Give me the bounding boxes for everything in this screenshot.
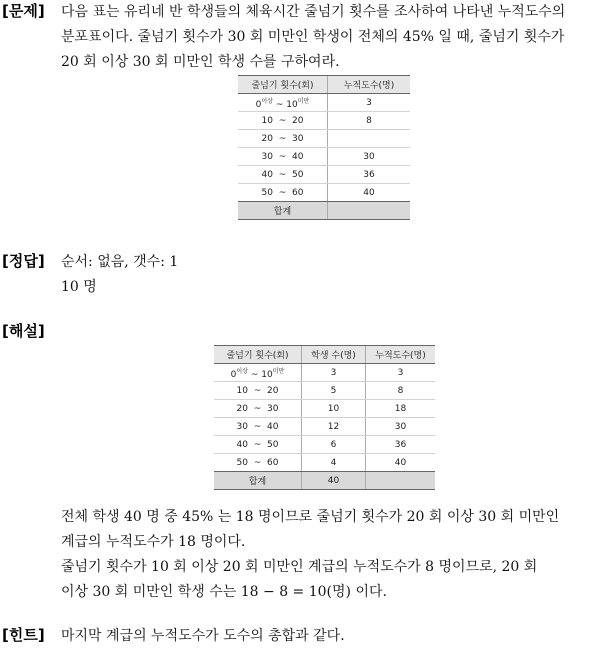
interval-cell: 20 ~ 30 (238, 130, 328, 148)
table-row (238, 94, 410, 112)
count-cell: 3 (302, 364, 366, 382)
problem-line: 분포표이다. 줄넘기 횟수가 30 회 미만인 학생이 전체의 45% 일 때, 줄넘기 횟수가 (61, 29, 565, 45)
problem-line: 다음 표는 유리네 반 학생들의 체육시간 줄넘기 횟수를 조사하여 나타낸 누적도수의 (61, 4, 566, 20)
table-total-row (238, 202, 410, 220)
answer-line: 순서: 없음, 갯수: 1 (61, 254, 179, 270)
interval-cell: 20 ~ 30 (214, 400, 302, 418)
total-label: 합계 (214, 472, 302, 490)
interval-cell: 40 ~ 50 (238, 166, 328, 184)
table-row (214, 400, 435, 418)
hint-tag: [힌트] (2, 626, 45, 644)
table-total-row (214, 472, 435, 490)
cumulative-cell: 3 (366, 364, 436, 382)
interval-cell: $0^{이상}$ ~ $10^{미만}$ (238, 94, 328, 112)
problem-table (238, 75, 410, 220)
total-label: 합계 (238, 202, 328, 220)
count-cell: 12 (302, 418, 366, 436)
answer-text (61, 250, 588, 300)
cumulative-cell: 30 (366, 418, 436, 436)
total-cell (328, 202, 411, 220)
problem-line: 20 회 이상 30 회 미만인 학생 수를 구하여라. (61, 54, 340, 70)
count-cell: 4 (302, 454, 366, 472)
count-cell: 5 (302, 382, 366, 400)
table-row (238, 112, 410, 130)
problem-text (61, 0, 588, 75)
cumulative-cell: 8 (366, 382, 436, 400)
solution-tag: [해설] (2, 322, 45, 340)
answer-value: 10 명 (61, 279, 97, 295)
interval-cell: 40 ~ 50 (214, 436, 302, 454)
table-row (214, 382, 435, 400)
problem-tag: [문제] (2, 2, 45, 20)
table-row (238, 184, 410, 202)
answer-tag: [정답] (2, 252, 45, 270)
header-interval: 줄넘기 횟수(회) (214, 346, 302, 364)
table-row (214, 454, 435, 472)
table-row (214, 418, 435, 436)
interval-cell: 50 ~ 60 (214, 454, 302, 472)
table-row (238, 166, 410, 184)
cumulative-cell: 30 (328, 148, 411, 166)
interval-cell: 50 ~ 60 (238, 184, 328, 202)
solution-line: 줄넘기 횟수가 10 회 이상 20 회 미만인 계급의 누적도수가 8 명이므로, 20 회 (61, 559, 538, 575)
solution-line: 전체 학생 40 명 중 45% 는 18 명이므로 줄넘기 횟수가 20 회 이상 30 회 미만인 (61, 509, 560, 525)
table-row (214, 364, 435, 382)
cumulative-cell: 36 (366, 436, 436, 454)
total-count-cell: 40 (302, 472, 366, 490)
cumulative-cell: 40 (366, 454, 436, 472)
interval-cell: 10 ~ 20 (214, 382, 302, 400)
count-cell: 6 (302, 436, 366, 454)
table-row (214, 436, 435, 454)
table-header-row (214, 346, 435, 364)
header-cumulative: 누적도수(명) (328, 76, 411, 94)
header-count: 학생 수(명) (302, 346, 366, 364)
interval-cell: $0^{이상}$ ~ $10^{미만}$ (214, 364, 302, 382)
cumulative-cell: 8 (328, 112, 411, 130)
solution-line: 이상 30 회 미만인 학생 수는 18 − 8 = 10(명) 이다. (61, 584, 387, 600)
hint-line: 마지막 계급의 누적도수가 도수의 총합과 같다. (61, 628, 345, 644)
table-row (238, 148, 410, 166)
interval-cell: 30 ~ 40 (214, 418, 302, 436)
header-cumulative: 누적도수(명) (366, 346, 436, 364)
interval-cell: 10 ~ 20 (238, 112, 328, 130)
table-header-row (238, 76, 410, 94)
cumulative-cell: 36 (328, 166, 411, 184)
cumulative-cell: 40 (328, 184, 411, 202)
header-interval: 줄넘기 횟수(회) (238, 76, 328, 94)
solution-table (214, 345, 435, 490)
cumulative-cell (328, 130, 411, 148)
solution-line: 계급의 누적도수가 18 명이다. (61, 534, 246, 550)
cumulative-cell: 3 (328, 94, 411, 112)
cumulative-cell: 18 (366, 400, 436, 418)
count-cell: 10 (302, 400, 366, 418)
total-cumulative-cell (366, 472, 436, 490)
interval-cell: 30 ~ 40 (238, 148, 328, 166)
table-row (238, 130, 410, 148)
